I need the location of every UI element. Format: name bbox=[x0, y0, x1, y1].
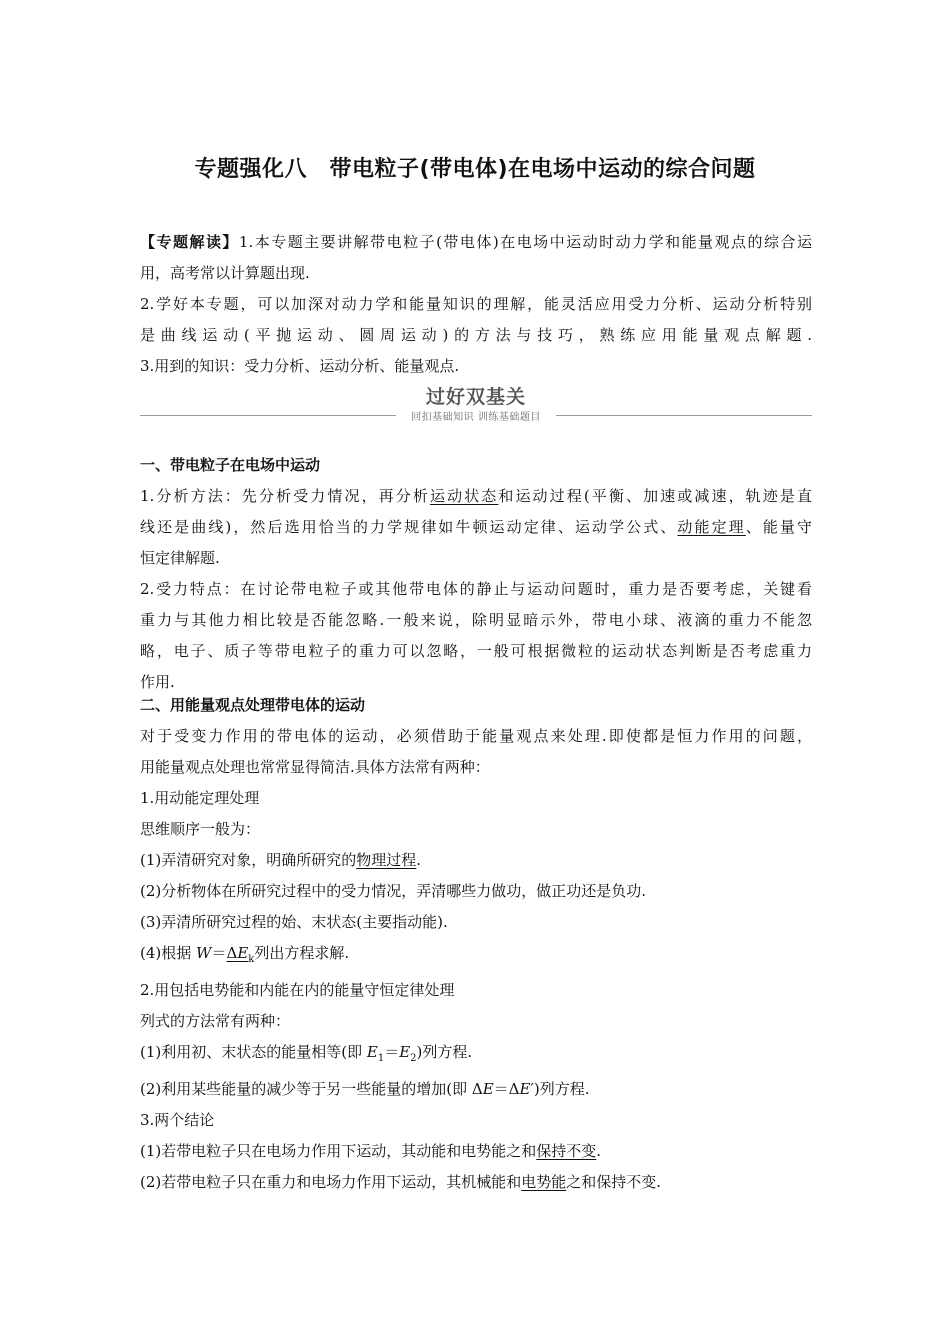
intro-line-2: 用，高考常以计算题出现. bbox=[140, 264, 310, 282]
text: )列方程. bbox=[416, 1043, 473, 1061]
method-1-step-2: (2)分析物体在所研究过程中的受力情况，弄清哪些力做功，做正功还是负功. bbox=[140, 882, 647, 900]
blank-potential-energy: 电势能 bbox=[521, 1173, 567, 1191]
equals: ＝ bbox=[384, 1043, 400, 1061]
var-e-prime: E bbox=[519, 1080, 531, 1098]
banner-subtitle: 回扣基础知识 训练基础题目 bbox=[411, 412, 541, 423]
intro-text: 1.本专题主要讲解带电粒子(带电体)在电场中运动时动力学和能量观点的综合运 bbox=[238, 233, 812, 251]
blank-delta-ek bbox=[226, 944, 255, 965]
var-e: E bbox=[237, 944, 249, 962]
delta: Δ bbox=[226, 944, 238, 962]
method-1-title: 1.用动能定理处理 bbox=[140, 789, 260, 807]
intro-line-3: 2.学好本专题，可以加深对动力学和能量知识的理解，能灵活应用受力分析、运动分析特别 bbox=[140, 295, 812, 313]
subscript-1: 1 bbox=[377, 1053, 385, 1064]
conclusions-title: 3.两个结论 bbox=[140, 1111, 215, 1129]
intro-line-4: 是曲线运动(平抛运动、圆周运动)的方法与技巧，熟练应用能量观点解题. bbox=[140, 326, 812, 344]
method-1-step-4 bbox=[140, 938, 812, 975]
topic-intro bbox=[140, 227, 812, 382]
subscript-k: k bbox=[248, 954, 255, 965]
s1-p1-line-3: 恒定律解题. bbox=[140, 549, 220, 567]
s1-p2-line-1: 2.受力特点：在讨论带电粒子或其他带电体的静止与运动问题时，重力是否要考虑，关键看 bbox=[140, 580, 812, 598]
blank-kinetic-theorem: 动能定理 bbox=[677, 518, 746, 536]
text: (1)利用初、末状态的能量相等(即 bbox=[140, 1043, 367, 1061]
section-banner bbox=[140, 380, 812, 428]
text: (4)根据 bbox=[140, 944, 197, 962]
text: 线还是曲线)，然后选用恰当的力学规律如牛顿运动定律、运动学公式、 bbox=[140, 518, 678, 536]
s2-intro-line-1: 对于受变力作用的带电体的运动，必须借助于能量观点来处理.即使都是恒力作用的问题， bbox=[140, 727, 812, 745]
equals: ＝ bbox=[211, 944, 227, 962]
equals-delta: ＝Δ bbox=[493, 1080, 520, 1098]
blank-physical-process: 物理过程 bbox=[356, 851, 417, 869]
text: )列方程. bbox=[533, 1080, 590, 1098]
method-2-way-1 bbox=[140, 1037, 812, 1074]
section-2 bbox=[140, 690, 812, 1198]
text: . bbox=[416, 851, 422, 869]
conclusion-1 bbox=[140, 1136, 812, 1167]
text: 列出方程求解. bbox=[254, 944, 350, 962]
s1-p1-line-2 bbox=[140, 512, 812, 543]
var-w: W bbox=[196, 944, 212, 962]
blank-motion-state: 运动状态 bbox=[429, 487, 499, 505]
blank-stay-constant: 保持不变 bbox=[536, 1142, 597, 1160]
s1-p2-line-2: 重力与其他力相比较是否能忽略.一般来说，除明显暗示外，带电小球、液滴的重力不能忽 bbox=[140, 611, 812, 629]
text: (2)若带电粒子只在重力和电场力作用下运动，其机械能和 bbox=[140, 1173, 522, 1191]
text: (2)利用某些能量的减少等于另一些能量的增加(即 Δ bbox=[140, 1080, 483, 1098]
text: 之和保持不变. bbox=[566, 1173, 662, 1191]
method-1-step-1 bbox=[140, 845, 812, 876]
s1-p2-line-3: 略，电子、质子等带电粒子的重力可以忽略，一般可根据微粒的运动状态判断是否考虑重力 bbox=[140, 642, 812, 660]
prime: ′ bbox=[530, 1080, 534, 1098]
intro-label: 【专题解读】 bbox=[140, 233, 239, 251]
var-e1: E bbox=[366, 1043, 378, 1061]
method-2-ways: 列式的方法常有两种： bbox=[140, 1012, 291, 1030]
text: (1)若带电粒子只在电场力作用下运动，其动能和电势能之和 bbox=[140, 1142, 537, 1160]
intro-line-1 bbox=[140, 227, 812, 258]
conclusion-2 bbox=[140, 1167, 812, 1198]
section-1-heading: 一、带电粒子在电场中运动 bbox=[140, 456, 321, 474]
s2-intro-line-2: 用能量观点处理也常常显得简洁.具体方法常有两种： bbox=[140, 758, 490, 776]
page-title: 专题强化八 带电粒子(带电体)在电场中运动的综合问题 bbox=[194, 157, 756, 182]
section-2-heading: 二、用能量观点处理带电体的运动 bbox=[140, 696, 366, 714]
s1-p1-line-1 bbox=[140, 481, 812, 512]
text: 、能量守 bbox=[745, 518, 812, 536]
var-e2: E bbox=[399, 1043, 411, 1061]
text: . bbox=[596, 1142, 602, 1160]
text: (1)弄清研究对象，明确所研究的 bbox=[140, 851, 357, 869]
subscript-2: 2 bbox=[410, 1053, 417, 1064]
s1-p2-line-4: 作用. bbox=[140, 673, 175, 691]
method-2-way-2 bbox=[140, 1074, 812, 1105]
var-e: E bbox=[482, 1080, 494, 1098]
method-1-order: 思维顺序一般为： bbox=[140, 820, 261, 838]
section-1 bbox=[140, 450, 812, 698]
method-1-step-3: (3)弄清所研究过程的始、末状态(主要指动能). bbox=[140, 913, 448, 931]
text: 1.分析方法：先分析受力情况，再分析 bbox=[140, 487, 430, 505]
intro-line-5: 3.用到的知识：受力分析、运动分析、能量观点. bbox=[140, 357, 460, 375]
banner-title: 过好双基关 bbox=[425, 386, 526, 408]
method-2-title: 2.用包括电势能和内能在内的能量守恒定律处理 bbox=[140, 981, 455, 999]
text: 和运动过程(平衡、加速或减速，轨迹是直 bbox=[498, 487, 812, 505]
